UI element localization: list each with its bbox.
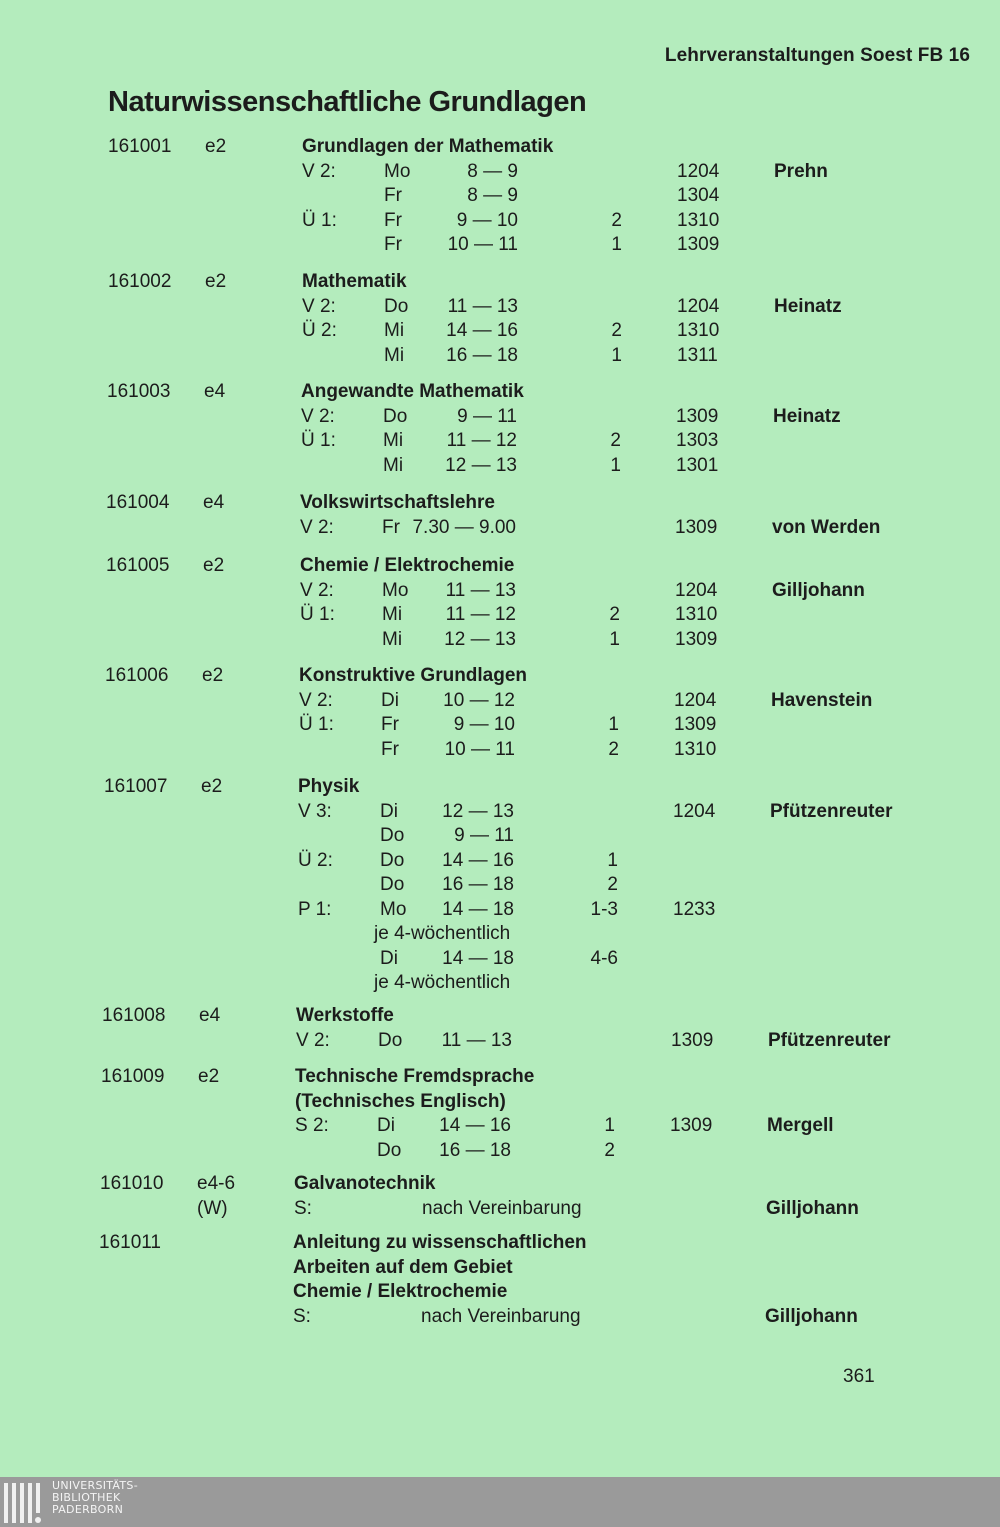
lecturer-name: Gilljohann [765, 1305, 858, 1327]
lecturer-name: Mergell [767, 1115, 834, 1136]
course-title: Galvanotechnik [294, 1173, 436, 1194]
session-room: 1309 [670, 1115, 713, 1136]
course-type: e4 [204, 381, 226, 402]
session-time: 9 — 10 [456, 209, 518, 231]
course-type: e4 [199, 1005, 221, 1026]
course-title: Mathematik [302, 271, 407, 292]
page-title: Naturwissenschaftliche Grundlagen [108, 86, 587, 118]
session-kind: V 2: [302, 295, 336, 317]
session-day: Di [377, 1115, 395, 1136]
course-number: 161006 [105, 665, 169, 686]
session-day: Do [380, 825, 405, 846]
session-time: 16 — 18 [446, 344, 518, 366]
lecturer-name: Heinatz [774, 295, 842, 317]
session-kind: V 2: [300, 516, 334, 538]
session-day: Do [380, 874, 405, 895]
course-number: 161011 [99, 1232, 161, 1253]
running-header: Lehrveranstaltungen Soest FB 16 [664, 45, 970, 66]
course-number: 161004 [106, 492, 170, 513]
session-group: 1 [609, 628, 620, 650]
session-day: Di [380, 947, 398, 969]
session-day: Di [381, 689, 399, 711]
session-kind: V 3: [298, 800, 332, 822]
session-kind: Ü 1: [301, 430, 336, 451]
session-day: Mi [382, 604, 403, 625]
session-room: 1309 [675, 516, 718, 538]
session-kind: Ü 2: [302, 320, 337, 341]
course-number: 161007 [104, 776, 168, 797]
session-time: 14 — 18 [442, 898, 514, 920]
lecturer-name: Gilljohann [772, 579, 865, 601]
course-title: Volkswirtschaftslehre [300, 492, 496, 513]
session-time: 16 — 18 [439, 1139, 511, 1161]
session-kind: Ü 1: [302, 209, 337, 231]
session-day: Fr [381, 738, 399, 760]
lecturer-name: Pfützenreuter [768, 1029, 891, 1051]
session-time: 11 — 13 [441, 1029, 512, 1051]
course-title: Angewandte Mathematik [301, 381, 524, 402]
course-title: Arbeiten auf dem Gebiet [293, 1256, 513, 1278]
lecturer-name: Pfützenreuter [770, 800, 893, 822]
session-group: 1-3 [590, 898, 618, 920]
library-footer-bar [0, 1477, 1000, 1527]
course-number: 161003 [107, 381, 171, 402]
course-title: Chemie / Elektrochemie [300, 555, 515, 576]
lecturer-name: Heinatz [773, 405, 841, 427]
course-type: e2 [201, 776, 223, 797]
logo-text-line: BIBLIOTHEK [52, 1491, 121, 1504]
course-title: Chemie / Elektrochemie [293, 1281, 508, 1302]
session-time: 10 — 11 [447, 234, 518, 255]
session-day: Di [380, 800, 398, 822]
session-time: 11 — 12 [446, 430, 517, 451]
session-time: 7.30 — 9.00 [412, 516, 516, 538]
session-day: Fr [384, 234, 402, 255]
session-time: 11 — 12 [445, 604, 516, 625]
course-type: e2 [198, 1066, 220, 1087]
session-room: 1309 [676, 405, 719, 427]
session-room: 1310 [677, 209, 720, 231]
session-kind: Ü 2: [298, 849, 333, 871]
course-number: 161010 [100, 1173, 164, 1194]
session-arrangement: nach Vereinbarung [421, 1305, 581, 1327]
session-day: Mo [380, 898, 407, 920]
session-day: Mi [382, 628, 403, 650]
course-number: 161009 [101, 1066, 165, 1087]
course-title: Anleitung zu wissenschaftlichen [293, 1232, 587, 1253]
session-time: 14 — 16 [439, 1115, 511, 1136]
course-type: e4-6 [197, 1173, 236, 1194]
session-time: 10 — 12 [443, 689, 515, 711]
session-room: 1311 [677, 344, 718, 366]
session-day: Mi [384, 320, 405, 341]
session-time: 11 — 13 [445, 579, 516, 601]
course-title: Grundlagen der Mathematik [302, 136, 554, 157]
lecturer-name: Havenstein [771, 689, 873, 711]
session-arrangement: nach Vereinbarung [422, 1197, 582, 1219]
course-title: (Technisches Englisch) [295, 1090, 506, 1112]
session-room: 1310 [674, 738, 717, 760]
course-number: 161002 [108, 271, 172, 292]
session-room: 1309 [674, 714, 717, 735]
session-time: 10 — 11 [444, 738, 515, 760]
session-room: 1233 [673, 898, 716, 920]
session-time: 14 — 16 [442, 849, 514, 871]
session-kind: V 2: [300, 579, 334, 601]
course-number: 161008 [102, 1005, 166, 1026]
session-kind: S: [294, 1197, 312, 1219]
session-group: 2 [610, 430, 621, 451]
course-type: e2 [203, 555, 225, 576]
session-group: 2 [609, 604, 620, 625]
session-room: 1310 [677, 320, 720, 341]
session-time: 8 — 9 [467, 160, 518, 182]
lecturer-name: von Werden [772, 516, 881, 538]
session-day: Do [378, 1029, 403, 1051]
session-room: 1204 [674, 689, 717, 711]
lecturer-name: Prehn [774, 160, 828, 182]
course-type: e2 [202, 665, 224, 686]
session-kind: V 2: [301, 405, 335, 427]
session-time: 14 — 18 [442, 947, 514, 969]
session-day: Mi [384, 344, 405, 366]
course-type: e2 [205, 136, 227, 157]
session-kind: V 2: [296, 1029, 330, 1051]
logo-text-line: UNIVERSITÄTS- [52, 1479, 138, 1492]
session-day: Fr [381, 714, 399, 735]
session-kind: V 2: [299, 689, 333, 711]
session-time: 9 — 11 [454, 825, 514, 846]
session-day: Mi [383, 454, 404, 476]
session-room: 1204 [675, 579, 718, 601]
session-kind: Ü 1: [299, 714, 334, 735]
course-title: Werkstoffe [296, 1005, 394, 1026]
session-group: 2 [604, 1139, 615, 1161]
logo-text-line: PADERBORN [52, 1503, 124, 1516]
session-room: 1309 [671, 1029, 714, 1051]
session-group: 2 [611, 320, 622, 341]
session-kind: S: [293, 1305, 311, 1327]
session-time: 12 — 13 [445, 454, 517, 476]
session-group: 1 [604, 1115, 615, 1136]
session-time: 9 — 10 [453, 714, 515, 735]
session-room: 1204 [673, 800, 716, 822]
course-type: e4 [203, 492, 225, 513]
session-room: 1309 [677, 234, 720, 255]
session-day: Fr [384, 209, 402, 231]
session-day: Mo [384, 160, 411, 182]
session-time: 12 — 13 [444, 628, 516, 650]
session-day: Do [377, 1139, 402, 1161]
session-day: Fr [384, 185, 402, 206]
session-room: 1204 [677, 160, 720, 182]
session-day: Mi [383, 430, 404, 451]
session-time: 8 — 9 [467, 185, 518, 206]
page-number: 361 [843, 1366, 875, 1387]
course-title: Konstruktive Grundlagen [299, 665, 528, 686]
session-group: 4-6 [590, 947, 618, 969]
session-kind: S 2: [295, 1115, 329, 1136]
session-group: 1 [608, 714, 619, 735]
course-number: 161001 [108, 136, 172, 157]
session-room: 1310 [675, 604, 718, 625]
session-room: 1303 [676, 430, 719, 451]
session-day: Do [383, 405, 408, 427]
course-number: 161005 [106, 555, 170, 576]
lecturer-name: Gilljohann [766, 1197, 859, 1219]
session-room: 1301 [676, 454, 719, 476]
session-time: 16 — 18 [442, 874, 514, 895]
session-group: 1 [610, 454, 621, 476]
session-room: 1304 [677, 185, 720, 206]
session-day: Fr [382, 516, 400, 538]
session-time: 9 — 11 [457, 405, 517, 427]
course-type-note: (W) [197, 1197, 228, 1219]
session-time: 12 — 13 [442, 800, 514, 822]
course-title: Physik [298, 776, 360, 797]
session-group: 1 [607, 849, 618, 871]
session-group: 2 [608, 738, 619, 760]
course-type: e2 [205, 271, 227, 292]
session-day: Mo [382, 579, 409, 601]
session-group: 1 [611, 344, 622, 366]
session-room: 1204 [677, 295, 720, 317]
session-group: 1 [611, 234, 622, 255]
session-day: Do [380, 849, 405, 871]
course-title: Technische Fremdsprache [295, 1066, 535, 1087]
session-time: 11 — 13 [447, 295, 518, 317]
session-group: 2 [607, 874, 618, 895]
session-time: 14 — 16 [446, 320, 518, 341]
session-kind: P 1: [298, 898, 332, 920]
session-note: je 4-wöchentlich [374, 923, 511, 944]
library-logo-icon [2, 1479, 48, 1525]
session-group: 2 [611, 209, 622, 231]
session-kind: V 2: [302, 160, 336, 182]
session-room: 1309 [675, 628, 718, 650]
session-note: je 4-wöchentlich [374, 972, 511, 993]
session-day: Do [384, 295, 409, 317]
session-kind: Ü 1: [300, 604, 335, 625]
